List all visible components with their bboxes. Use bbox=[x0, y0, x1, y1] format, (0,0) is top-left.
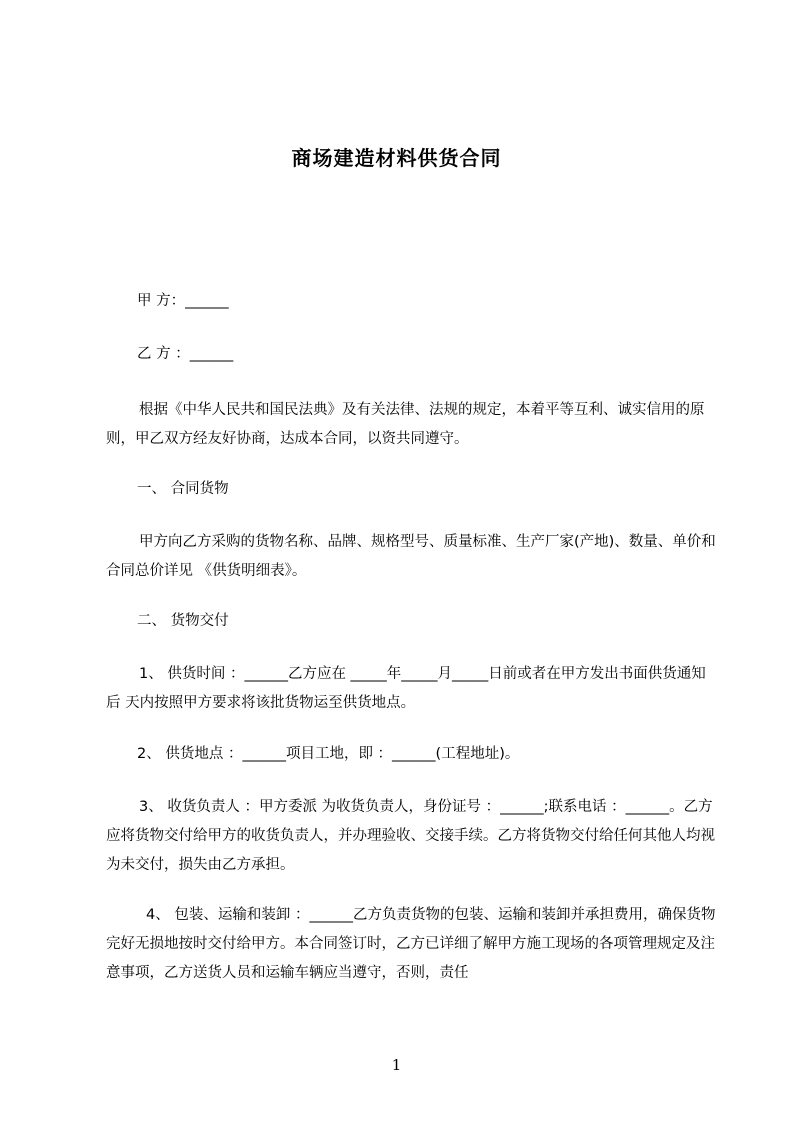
clause-1-delivery-time: 1、 供货时间 ：______乙方应在 _____年_____月_____日前或者在甲方发出书面供货通知后 天内按照甲方要求将该批货物运至供货地点。 bbox=[106, 666, 706, 711]
party-a-line: 甲 方：______ bbox=[137, 293, 229, 309]
clause-2-delivery-location: 2、 供货地点 ：______项目工地，即 ：______(工程地址)。 bbox=[137, 746, 520, 762]
section-2-heading: 二、 货物交付 bbox=[137, 613, 229, 629]
clause-4-packaging: 4、 包装、运输和装卸 ：______乙方负责货物的包装、运输和装卸并承担费用，确保货物完好无损地按时交付给甲方。本合同签订时，乙方已详细了解甲方施工现场的各项管理规定及注意事项，乙方送货人员和运输车辆应当遵守，否则，责任 bbox=[106, 907, 716, 981]
party-b-line: 乙 方 ：______ bbox=[137, 346, 234, 362]
clause-3-receiver: 3、 收货负责人 ：甲方委派 为收货负责人，身份证号 ：______;联系电话 ：______。乙方应将货物交付给甲方的收货负责人，并办理验收、交接手续。乙方将货物交付给任何其他人均视为未交付，损失由乙方承担。 bbox=[106, 799, 715, 873]
document-title: 商场建造材料供货合同 bbox=[291, 146, 502, 170]
page-number: 1 bbox=[391, 1056, 402, 1074]
section-1-heading: 一、 合同货物 bbox=[137, 481, 229, 497]
preamble-paragraph: 根据《中华人民共和国民法典》及有关法律、法规的规定，本着平等互利、诚实信用的原则，甲乙双方经友好协商，达成本合同，以资共同遵守。 bbox=[106, 402, 705, 447]
section-1-body: 甲方向乙方采购的货物名称、品牌、规格型号、质量标准、生产厂家(产地)、数量、单价和合同总价详见 《供货明细表》。 bbox=[106, 534, 716, 579]
